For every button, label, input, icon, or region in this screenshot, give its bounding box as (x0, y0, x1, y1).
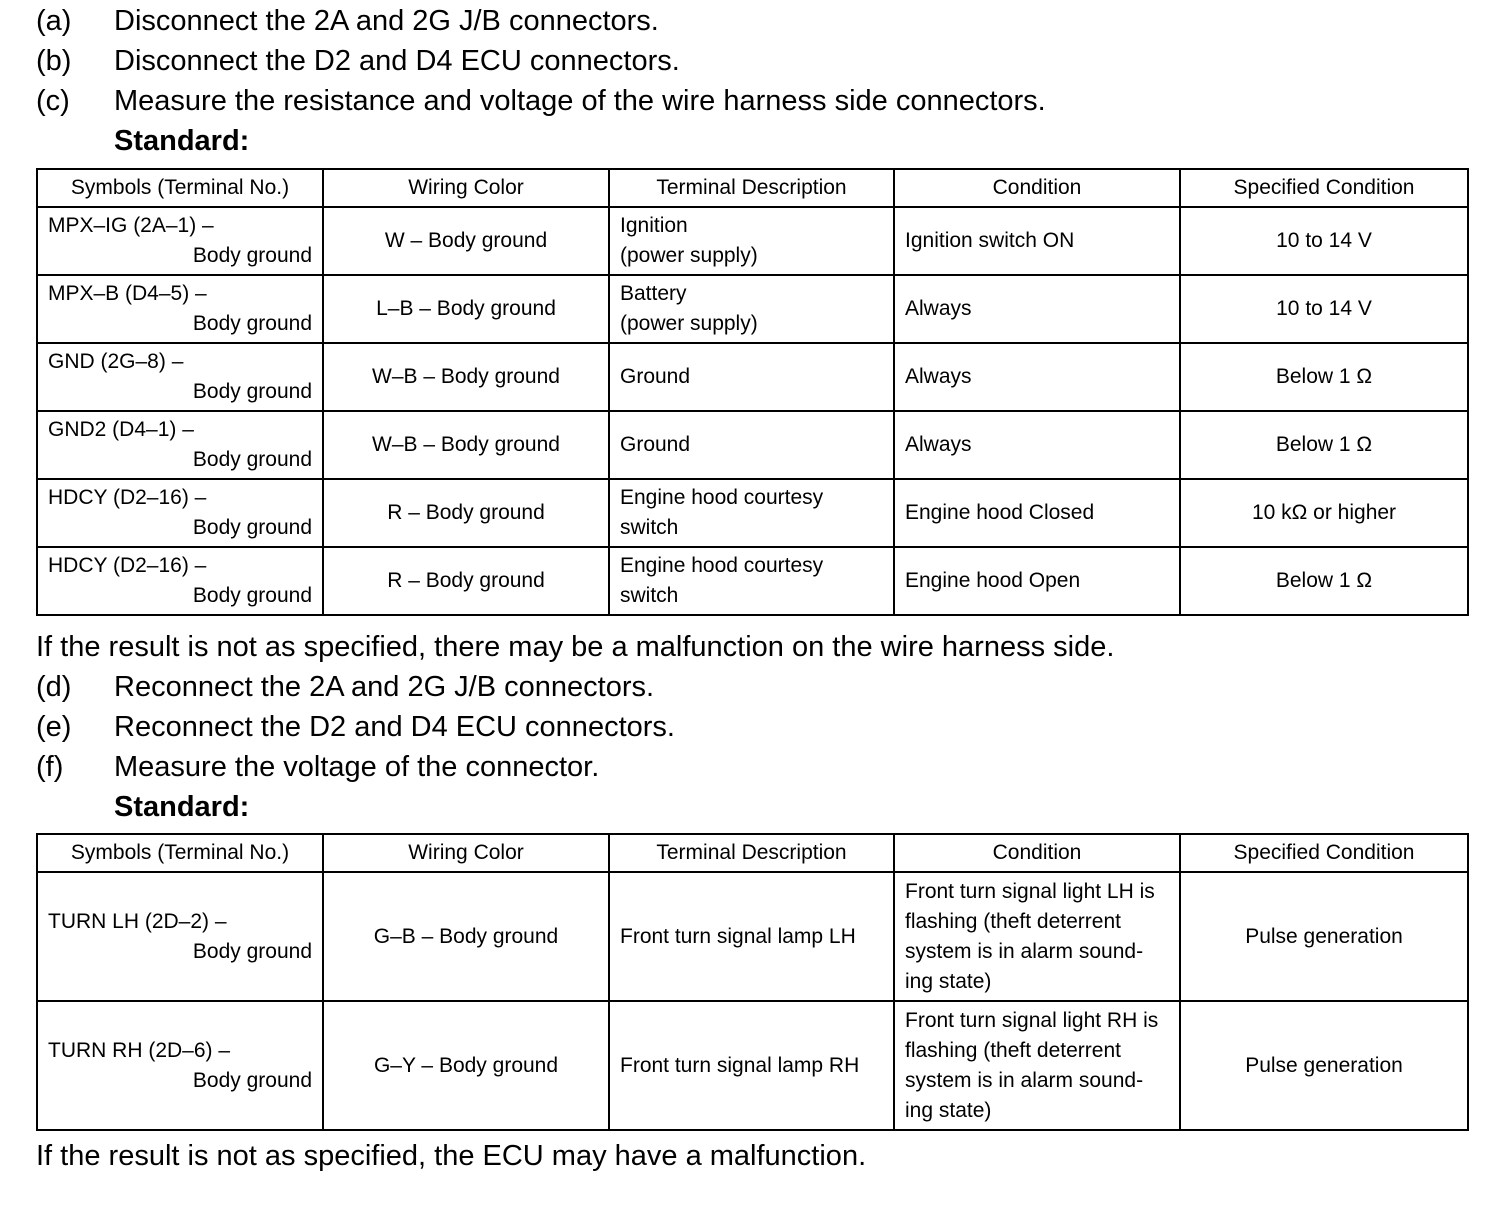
description-cell: Ground (609, 343, 894, 411)
condition-cell: Engine hood Closed (894, 479, 1180, 547)
result-note-1: If the result is not as specified, there may be a malfunction on the wire harness side. (36, 631, 1115, 663)
standard-heading-2: Standard: (114, 791, 250, 823)
step-label: (c) (36, 85, 70, 117)
table-header-row (37, 169, 1468, 207)
wiring-color-cell: W – Body ground (323, 207, 609, 275)
description-cell: Front turn signal lamp LH (609, 872, 894, 1001)
symbol-cell: MPX–B (D4–5) – Body ground (37, 275, 323, 343)
wiring-color-cell: G–Y – Body ground (323, 1001, 609, 1130)
table-row (37, 275, 1468, 343)
table-row (37, 207, 1468, 275)
wiring-color-cell: L–B – Body ground (323, 275, 609, 343)
description-cell: Front turn signal lamp RH (609, 1001, 894, 1130)
header-symbols: Symbols (Terminal No.) (37, 169, 323, 207)
description-cell: Ground (609, 411, 894, 479)
step-label: (a) (36, 5, 72, 37)
step-label: (d) (36, 671, 72, 703)
header-terminal-description: Terminal Description (609, 169, 894, 207)
table-header-row (37, 834, 1468, 872)
header-condition: Condition (894, 834, 1180, 872)
condition-cell: Ignition switch ON (894, 207, 1180, 275)
result-note-2: If the result is not as specified, the ECU may have a malfunction. (36, 1140, 867, 1172)
symbol-cell: GND (2G–8) – Body ground (37, 343, 323, 411)
step-text: Measure the voltage of the connector. (114, 751, 600, 783)
condition-cell: Always (894, 343, 1180, 411)
specified-condition-cell: 10 to 14 V (1180, 275, 1468, 343)
step-label: (e) (36, 711, 72, 743)
symbol-cell: HDCY (D2–16) – Body ground (37, 479, 323, 547)
pulse-table (36, 833, 1469, 1131)
step-label: (f) (36, 751, 64, 783)
step-d (36, 667, 654, 707)
table-row (37, 1001, 1468, 1130)
specified-condition-cell: Pulse generation (1180, 1001, 1468, 1130)
step-text: Disconnect the D2 and D4 ECU connectors. (114, 45, 680, 77)
symbol-cell: TURN LH (2D–2) – Body ground (37, 872, 323, 1001)
condition-cell: Engine hood Open (894, 547, 1180, 615)
description-cell: Ignition (power supply) (609, 207, 894, 275)
standard-heading-1: Standard: (114, 125, 250, 157)
description-cell: Engine hood courtesy switch (609, 479, 894, 547)
specified-condition-cell: Below 1 Ω (1180, 343, 1468, 411)
symbol-cell: TURN RH (2D–6) – Body ground (37, 1001, 323, 1130)
header-condition: Condition (894, 169, 1180, 207)
step-text: Reconnect the 2A and 2G J/B connectors. (114, 671, 655, 703)
specified-condition-cell: 10 kΩ or higher (1180, 479, 1468, 547)
step-b (36, 41, 680, 81)
table-row (37, 872, 1468, 1001)
wiring-color-cell: W–B – Body ground (323, 411, 609, 479)
condition-cell: Always (894, 275, 1180, 343)
wiring-color-cell: G–B – Body ground (323, 872, 609, 1001)
header-specified-condition: Specified Condition (1180, 834, 1468, 872)
step-label: (b) (36, 45, 72, 77)
step-c (36, 81, 1046, 121)
header-specified-condition: Specified Condition (1180, 169, 1468, 207)
table-row (37, 479, 1468, 547)
header-terminal-description: Terminal Description (609, 834, 894, 872)
condition-cell: Always (894, 411, 1180, 479)
header-wiring-color: Wiring Color (323, 834, 609, 872)
step-text: Measure the resistance and voltage of the wire harness side connectors. (114, 85, 1046, 117)
specified-condition-cell: Below 1 Ω (1180, 411, 1468, 479)
wiring-color-cell: W–B – Body ground (323, 343, 609, 411)
header-wiring-color: Wiring Color (323, 169, 609, 207)
condition-cell: Front turn signal light LH is flashing (theft deterrent system is in alarm sound- ing state) (894, 872, 1180, 1001)
step-e (36, 707, 675, 747)
step-f (36, 747, 599, 787)
table-row (37, 343, 1468, 411)
wiring-color-cell: R – Body ground (323, 547, 609, 615)
step-text: Reconnect the D2 and D4 ECU connectors. (114, 711, 675, 743)
specified-condition-cell: 10 to 14 V (1180, 207, 1468, 275)
header-symbols: Symbols (Terminal No.) (37, 834, 323, 872)
description-cell: Battery (power supply) (609, 275, 894, 343)
table-row (37, 411, 1468, 479)
symbol-cell: GND2 (D4–1) – Body ground (37, 411, 323, 479)
specified-condition-cell: Below 1 Ω (1180, 547, 1468, 615)
description-cell: Engine hood courtesy switch (609, 547, 894, 615)
table-row (37, 547, 1468, 615)
step-a (36, 1, 659, 41)
symbol-cell: HDCY (D2–16) – Body ground (37, 547, 323, 615)
symbol-cell: MPX–IG (2A–1) – Body ground (37, 207, 323, 275)
condition-cell: Front turn signal light RH is flashing (theft deterrent system is in alarm sound- ing state) (894, 1001, 1180, 1130)
specified-condition-cell: Pulse generation (1180, 872, 1468, 1001)
wiring-color-cell: R – Body ground (323, 479, 609, 547)
step-text: Disconnect the 2A and 2G J/B connectors. (114, 5, 659, 37)
resistance-voltage-table (36, 168, 1469, 616)
